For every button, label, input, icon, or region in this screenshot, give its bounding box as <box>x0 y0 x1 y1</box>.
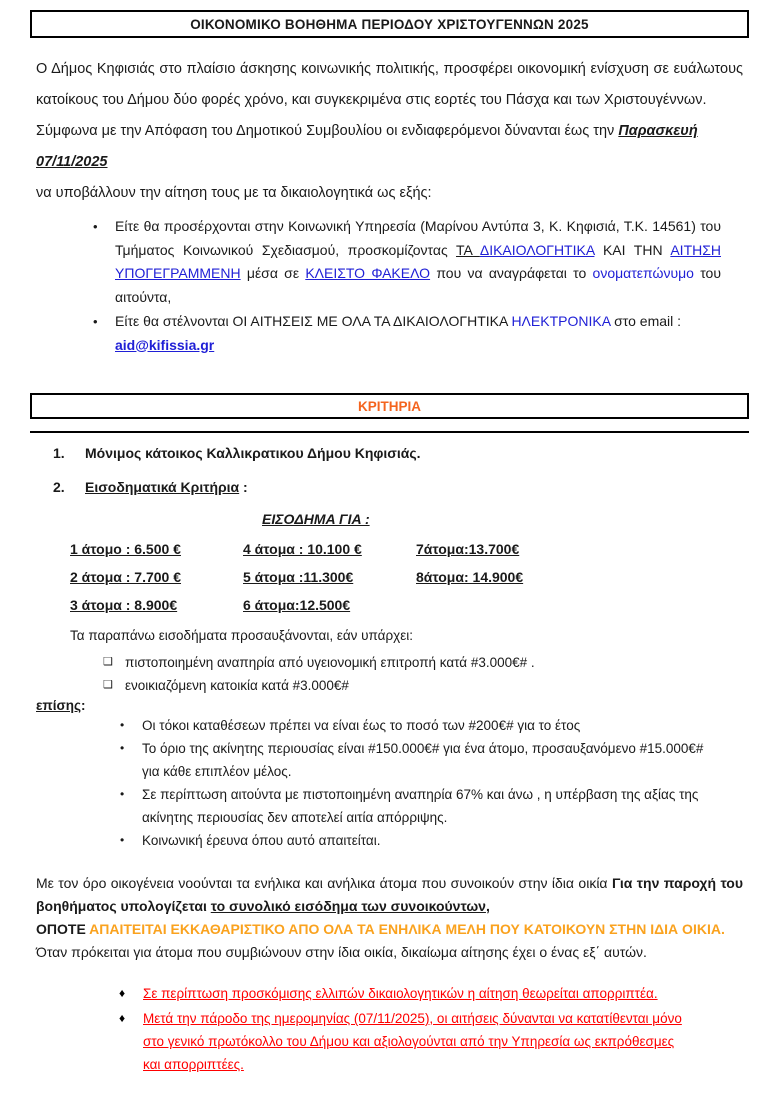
therefore-bold: ΟΠΟΤΕ <box>36 921 90 937</box>
condition-deposit-interest <box>120 714 709 737</box>
income-row <box>70 569 749 585</box>
email-method-text: Είτε θα στέλνονται ΟΙ ΑΙΤΗΣΕΙΣ ΜΕ ΟΛΑ ΤΑ ΔΙΚΑΙΟΛΟΓΗΤΙΚΑ <box>115 313 512 329</box>
sealed-envelope-link[interactable]: ΚΛΕΙΣΤΟ ΦΑΚΕΛΟ <box>305 265 431 281</box>
condition-property-limit <box>120 737 709 783</box>
surcharge-rented-home-text: ενοικιαζόμενη κατοικία κατά #3.000€# <box>125 678 349 693</box>
full-name-highlight: ονοματεπώνυμο <box>592 265 694 281</box>
and-the-text: ΚΑΙ ΤΗΝ <box>594 241 671 258</box>
income-cell-empty <box>416 597 589 613</box>
disc-bullet-icon: • <box>93 219 98 234</box>
income-row <box>70 541 749 557</box>
criteria-heading: ΚΡΙΤΗΡΙΑ <box>357 398 421 414</box>
condition-disability-exception-text: Σε περίπτωση αιτούντα με πιστοποιημένη αναπηρία 67% και άνω , η υπέρβαση της αξίας της ακίνητης περιουσίας δεν αποτελεί αιτία απόρριψης. <box>142 787 699 825</box>
income-row <box>70 597 749 613</box>
condition-disability-exception <box>120 783 709 829</box>
rejection-notes-list <box>30 982 749 1076</box>
ta-underlined: ΤΑ <box>456 241 480 258</box>
condition-property-limit-text: Το όριο της ακίνητης περιουσίας είναι #150.000€# για ένα άτομο, προσαυξανόμενο #15.000€# για κάθε επιπλέον μέλος. <box>142 741 704 779</box>
criterion-income-text: Εισοδηματικά Κριτήρια <box>85 479 240 495</box>
submit-instruction <box>36 178 743 209</box>
of-applicant-text: του αιτούντα, <box>115 265 721 305</box>
income-table-heading: ΕΙΣΟΔΗΜΑ ΓΙΑ : <box>262 511 370 527</box>
note-late-submission-text: Μετά την πάροδο της ημερομηνίας (07/11/2025), οι αιτήσεις δύνανται να κατατίθενται μόνο στο γενικό πρωτόκολλο του Δήμου και αξιολογούνται από την Υπηρεσία ως εκπρόθεσμες και απορριπτέες. <box>143 1011 682 1072</box>
criteria-section <box>30 431 749 1076</box>
income-cell-5-persons: 5 άτομα :11.300€ <box>243 569 354 585</box>
additional-conditions-list <box>30 714 749 852</box>
family-definition-paragraph <box>36 872 743 964</box>
deadline-lead: Σύμφωνα με την Απόφαση του Δημοτικού Συμβουλίου οι ενδιαφερόμενοι δύνανται έως την <box>36 123 619 139</box>
income-cell-6-persons: 6 άτομα:12.500€ <box>243 597 351 613</box>
email-address-link[interactable]: aid@kifissia.gr <box>115 336 215 353</box>
family-definition-text: Με τον όρο οικογένεια νοούνται τα ενήλικα και ανήλικα άτομα που συνοικούν στην ίδια οικία <box>36 875 612 891</box>
diamond-bullet-icon: ♦ <box>119 986 126 1000</box>
disc-bullet-icon: • <box>120 741 125 755</box>
square-bullet-icon: ❑ <box>103 656 113 668</box>
intro-paragraph <box>36 54 743 116</box>
document-title-box <box>30 10 749 38</box>
condition-deposit-interest-text: Οι τόκοι καταθέσεων πρέπει να είναι έως το ποσό των #200€# για το έτος <box>142 718 581 733</box>
income-cell-1-person: 1 άτομο : 6.500 € <box>70 541 181 557</box>
criterion-income <box>53 477 749 497</box>
comma-bold: , <box>485 898 490 914</box>
surcharge-disability <box>103 651 749 674</box>
criterion-residency-text: Μόνιμος κάτοικος Καλλικρατικου Δήμου Κηφισιάς. <box>85 445 421 461</box>
note-late-submission <box>119 1007 694 1076</box>
in-person-text: Είτε θα προσέρχονται στην Κοινωνική Υπηρεσία (Μαρίνου Αντύπα 3, Κ. Κηφισιά, Τ.Κ. 14561) του Τμήματος Κοινωνικού Σχεδιασμού, προσκομίζοντας <box>115 218 721 258</box>
deadline-paragraph <box>36 116 743 178</box>
surcharge-rented-home <box>103 674 749 697</box>
criteria-heading-box <box>30 393 749 419</box>
surcharge-intro: Τα παραπάνω εισοδήματα προσαυξάνονται, εάν υπάρχει: <box>70 628 413 643</box>
also-label-text: επίσης <box>36 698 81 713</box>
criteria-list <box>30 443 749 497</box>
document-title: ΟΙΚΟΝΟΜΙΚΟ ΒΟΗΘΗΜΑ ΠΕΡΙΟΔΟΥ ΧΡΙΣΤΟΥΓΕΝΝΩΝ 2025 <box>190 16 589 32</box>
inside-text: μέσα σε <box>240 265 306 281</box>
also-label <box>36 698 749 713</box>
note-incomplete-documents-text: Σε περίπτωση προσκόμισης ελλιπών δικαιολογητικών η αίτηση θεωρείται απορριπτέα. <box>143 986 658 1001</box>
total-income-underlined: το συνολικό εισόδημα των συνοικούντων <box>210 898 486 914</box>
income-cell-2-persons: 2 άτομα : 7.700 € <box>70 569 182 585</box>
surcharge-list <box>30 651 749 697</box>
to-email-text: στο email : <box>610 313 682 329</box>
disc-bullet-icon: • <box>120 833 125 847</box>
disc-bullet-icon: • <box>120 718 125 732</box>
disc-bullet-icon: • <box>120 787 125 801</box>
electronically-highlight: ΗΛΕΚΤΡΟΝΙΚΑ <box>511 313 611 329</box>
benefit-calculation-bold: Για την παροχή του βοηθήματος υπολογίζεται <box>36 875 744 914</box>
criterion-income-colon: : <box>239 479 248 495</box>
intro-text: Ο Δήμος Κηφισιάς στο πλαίσιο άσκησης κοινωνικής πολιτικής, προσφέρει οικονομική ενίσχυση σε ευάλωτους κατοίκους του Δήμου δύο φορές χρόνο, και συγκεκριμένα στις εορτές του Πάσχα και των Χριστουγέννων. <box>36 61 743 108</box>
criterion-number: 1. <box>53 445 65 461</box>
income-cell-8-persons: 8άτομα: 14.900€ <box>416 569 524 585</box>
submission-by-email <box>93 310 721 357</box>
disc-bullet-icon: • <box>93 314 98 329</box>
square-bullet-icon: ❑ <box>103 679 113 691</box>
income-cell-3-persons: 3 άτομα : 8.900€ <box>70 597 178 613</box>
diamond-bullet-icon: ♦ <box>119 1011 126 1025</box>
signed-application-link[interactable]: ΑΙΤΗΣΗ ΥΠΟΓΕΓΡΑΜΜΕΝΗ <box>115 241 721 281</box>
surcharge-disability-text: πιστοποιημένη αναπηρία από υγειονομική επιτροπή κατά #3.000€# . <box>125 655 535 670</box>
deadline-date: Παρασκευή 07/11/2025 <box>36 123 698 170</box>
income-cell-7-persons: 7άτομα:13.700€ <box>416 541 520 557</box>
condition-social-survey <box>120 829 709 852</box>
cohabitants-note: Όταν πρόκειται για άτομα που συμβιώνουν στην ίδια οικία, δικαίωμα αίτησης έχει ο ένας εξ΄ αυτών. <box>36 944 647 960</box>
supporting-documents-link[interactable]: ΔΙΚΑΙΟΛΟΓΗΤΙΚΑ <box>479 241 595 258</box>
tax-statement-warning: ΑΠΑΙΤΕΙΤΑΙ ΕΚΚΑΘΑΡΙΣΤΙΚΟ ΑΠΟ ΟΛΑ ΤΑ ΕΝΗΛΙΚΑ ΜΕΛΗ ΠΟΥ ΚΑΤΟΙΚΟΥΝ ΣΤΗΝ ΙΔΙΑ ΟΙΚΙΑ. <box>89 921 725 937</box>
criterion-residency <box>53 443 749 463</box>
income-table <box>70 541 749 613</box>
condition-social-survey-text: Κοινωνική έρευνα όπου αυτό απαιτείται. <box>142 833 381 848</box>
submission-in-person <box>93 215 721 309</box>
income-cell-4-persons: 4 άτομα : 10.100 € <box>243 541 362 557</box>
labelled-with-text: που να αναγράφεται το <box>430 265 593 281</box>
submit-instruction-text: να υποβάλλουν την αίτηση τους με τα δικαιολογητικά ως εξής: <box>36 185 432 201</box>
criterion-number: 2. <box>53 479 65 495</box>
submission-methods-list <box>30 215 749 357</box>
also-label-colon: : <box>81 698 86 713</box>
note-incomplete-documents <box>119 982 694 1005</box>
